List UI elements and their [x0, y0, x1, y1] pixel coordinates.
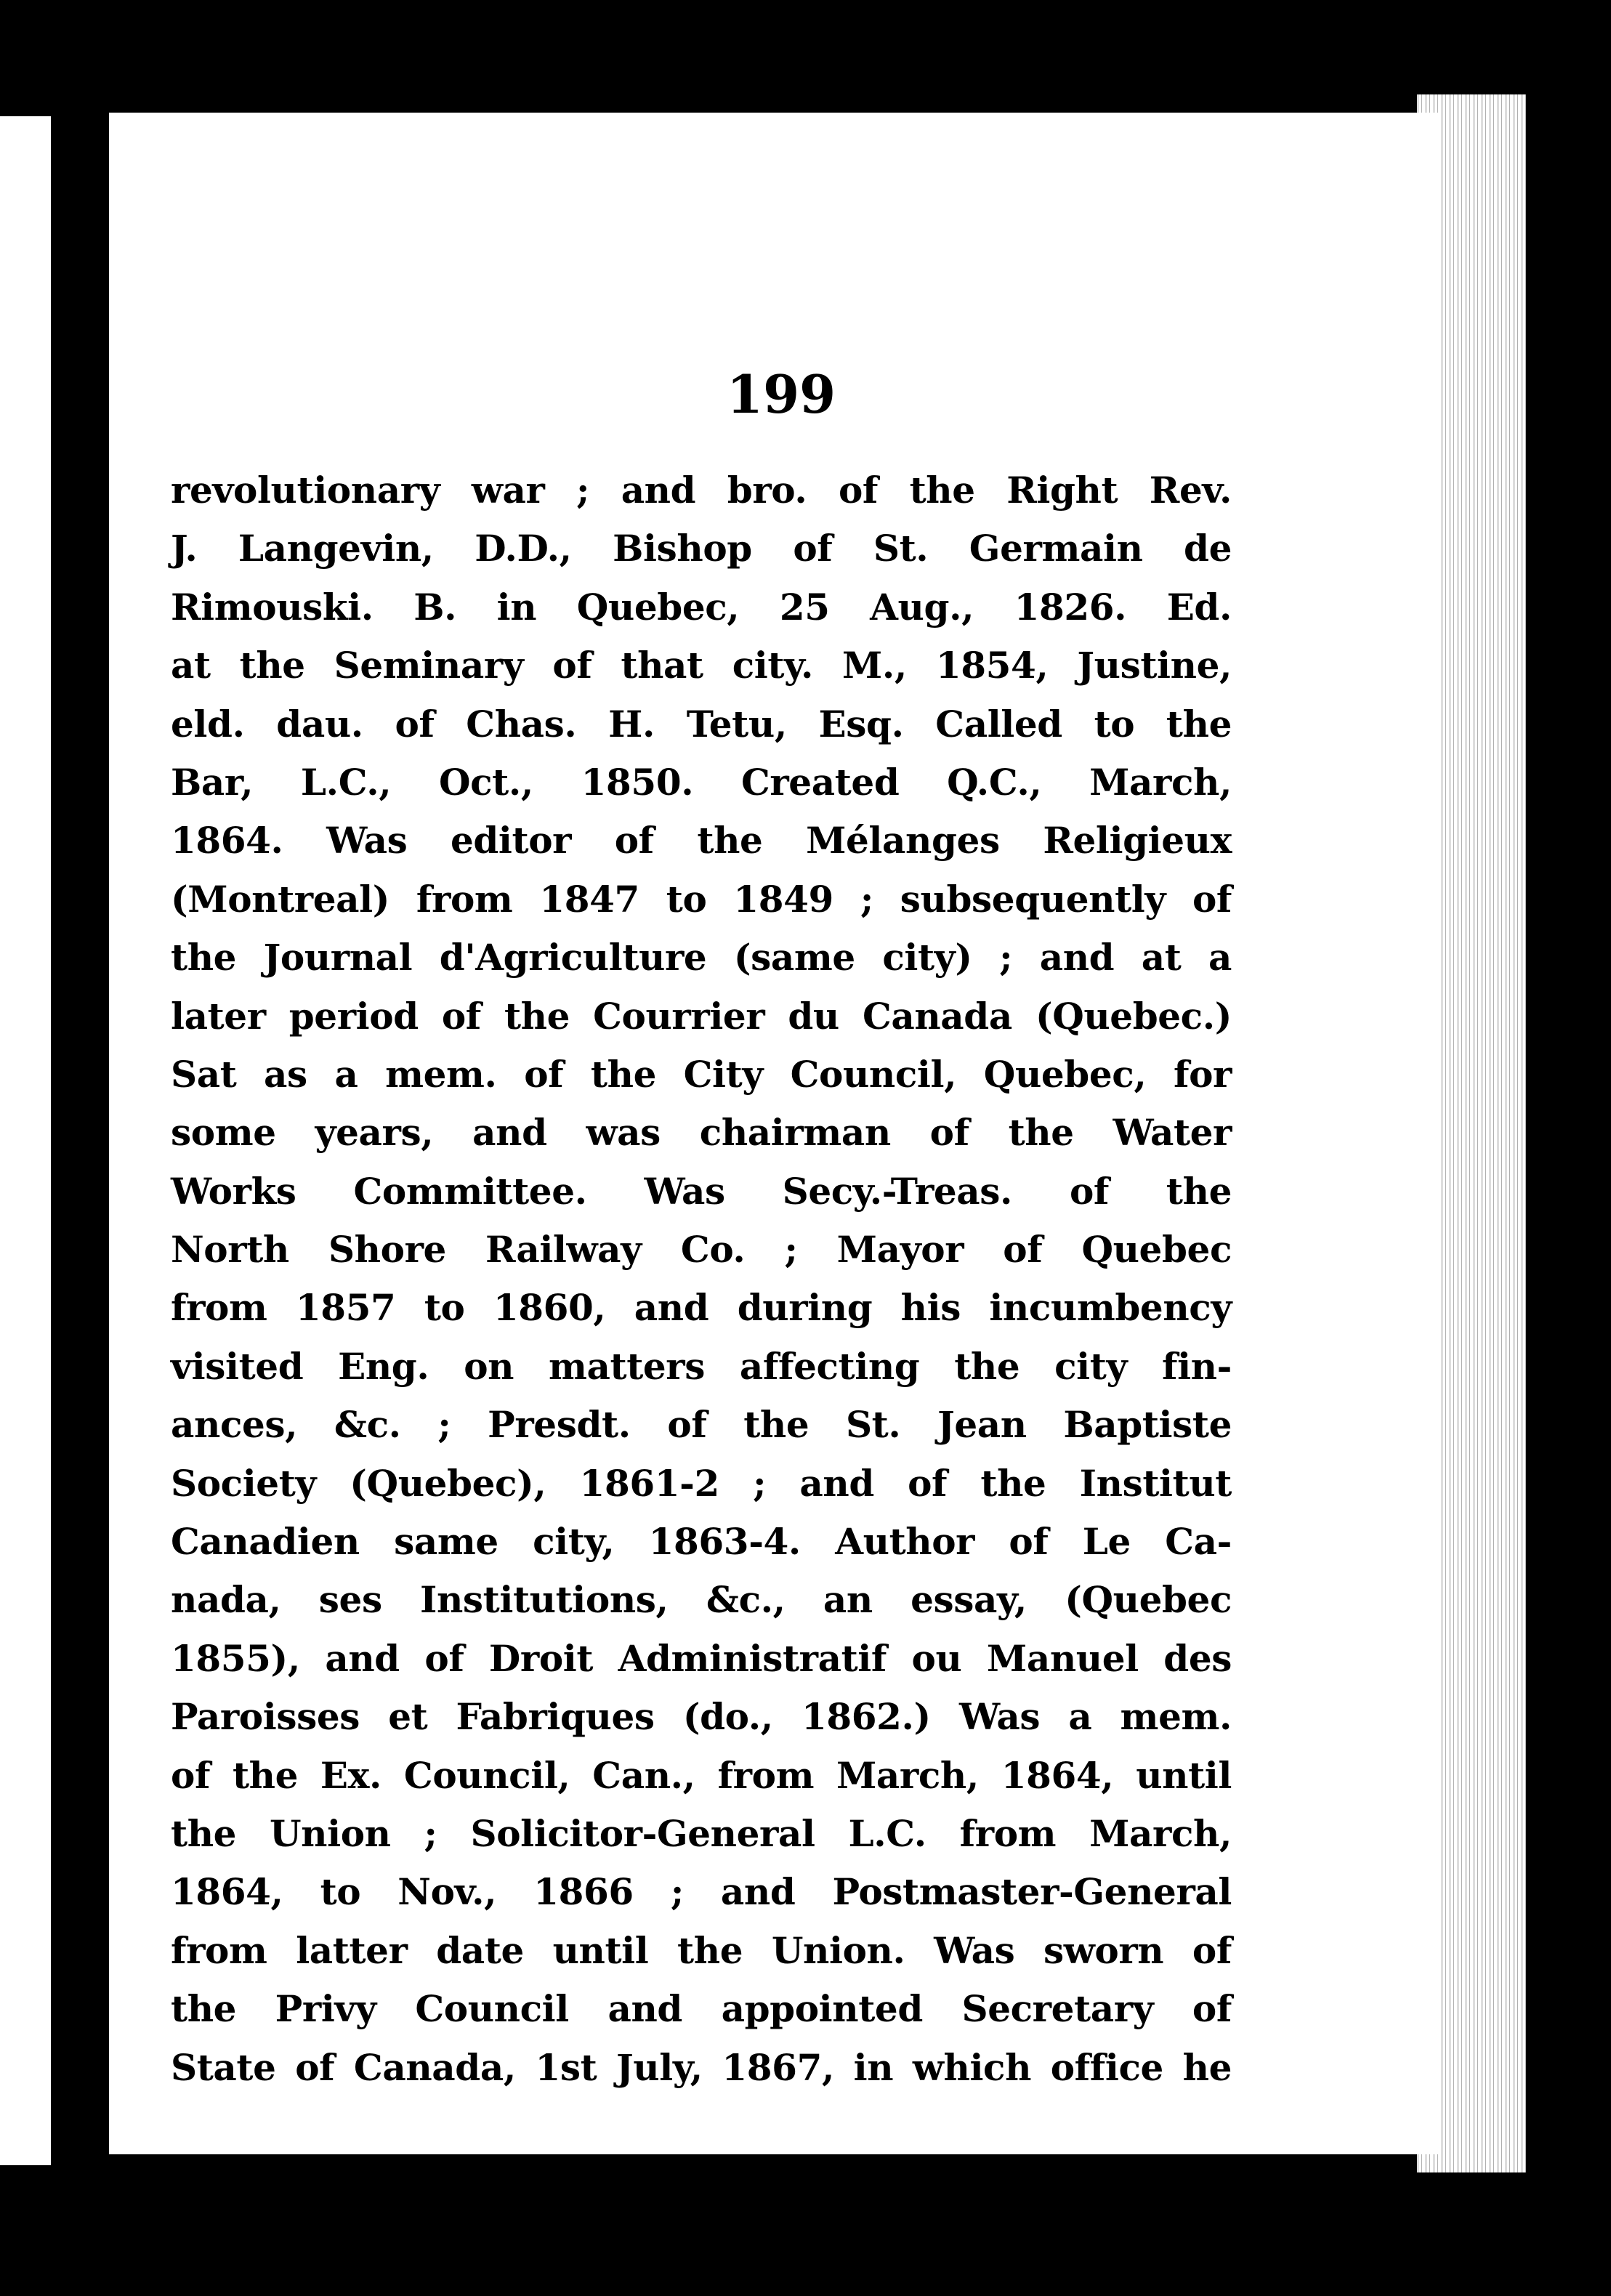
text-line: Society (Quebec), 1861-2 ; and of the Institut [171, 1461, 1232, 1505]
body-text [171, 461, 1232, 2097]
text-line: Canadien same city, 1863-4. Author of Le Ca- [171, 1520, 1232, 1564]
text-line: 1864. Was editor of the Mélanges Religieux [171, 819, 1232, 862]
text-line: North Shore Railway Co. ; Mayor of Quebec [171, 1228, 1232, 1272]
text-line: nada, ses Institutions, &c., an essay, (Quebec [171, 1578, 1232, 1622]
text-line: the Privy Council and appointed Secretary of [171, 1987, 1232, 2031]
text-line: at the Seminary of that city. M., 1854, Justine, [171, 644, 1232, 687]
page-number: 199 [726, 363, 836, 425]
text-line: 1855), and of Droit Administratif ou Manuel des [171, 1636, 1232, 1680]
text-line: visited Eng. on matters affecting the city fin- [171, 1344, 1232, 1388]
text-line: revolutionary war ; and bro. of the Right Rev. [171, 469, 1232, 512]
text-line: the Union ; Solicitor-General L.C. from March, [171, 1811, 1232, 1855]
text-line: State of Canada, 1st July, 1867, in which office he [171, 2045, 1232, 2089]
text-line: J. Langevin, D.D., Bishop of St. Germain de [171, 527, 1232, 570]
text-line: Rimouski. B. in Quebec, 25 Aug., 1826. Ed. [171, 585, 1232, 628]
text-line: from 1857 to 1860, and during his incumbency [171, 1286, 1232, 1330]
text-line: Sat as a mem. of the City Council, Quebec, for [171, 1052, 1232, 1096]
text-line: (Montreal) from 1847 to 1849 ; subsequently of [171, 877, 1232, 921]
text-line: some years, and was chairman of the Water [171, 1111, 1232, 1155]
text-line: of the Ex. Council, Can., from March, 1864, until [171, 1753, 1232, 1797]
text-line: later period of the Courrier du Canada (Quebec.) [171, 994, 1232, 1038]
text-line: ances, &c. ; Presdt. of the St. Jean Baptiste [171, 1403, 1232, 1447]
text-line: Paroisses et Fabriques (do., 1862.) Was a mem. [171, 1695, 1232, 1739]
text-line: Works Committee. Was Secy.-Treas. of the [171, 1169, 1232, 1213]
text-line: the Journal d'Agriculture (same city) ; and at a [171, 936, 1232, 979]
text-line: Bar, L.C., Oct., 1850. Created Q.C., March, [171, 760, 1232, 804]
text-line: 1864, to Nov., 1866 ; and Postmaster-General [171, 1870, 1232, 1914]
text-line: from latter date until the Union. Was sworn of [171, 1928, 1232, 1972]
book-gutter [51, 116, 109, 2165]
text-line: eld. dau. of Chas. H. Tetu, Esq. Called to the [171, 702, 1232, 745]
book-page [109, 113, 1439, 2154]
left-page-edge [0, 116, 51, 2165]
